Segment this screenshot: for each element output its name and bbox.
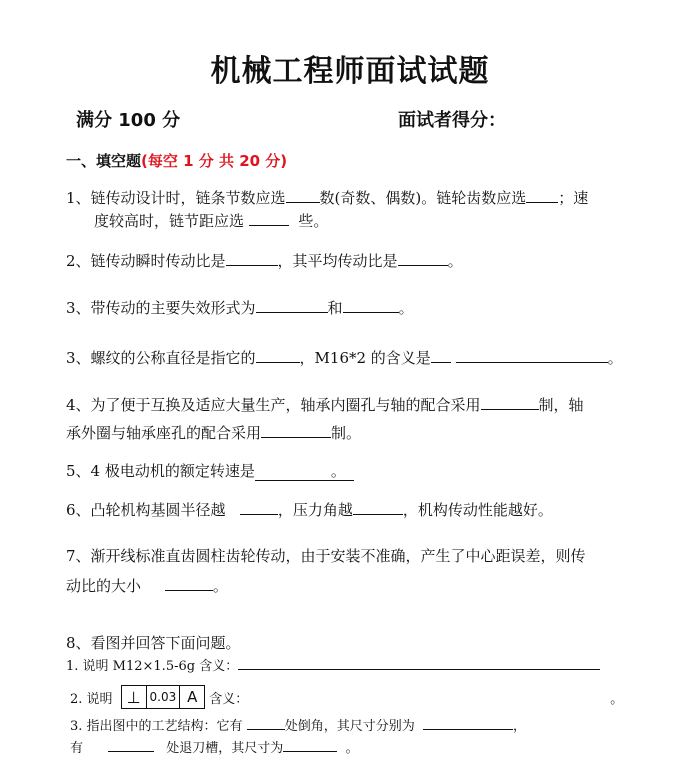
- blank: [398, 250, 448, 266]
- blank: [431, 347, 451, 363]
- q7-text-c: 。: [212, 577, 228, 595]
- page-title: 机械工程师面试试题: [210, 54, 490, 89]
- q3b-text-c: 。: [607, 349, 623, 367]
- blank: [456, 347, 608, 363]
- q1-text-b: 数(奇数、偶数)。链轮齿数应选: [319, 189, 527, 207]
- section-note: (每空 1 分 共 20 分): [141, 152, 288, 170]
- blank: [423, 716, 513, 730]
- q8-s2-text-a: 2. 说明: [70, 691, 113, 707]
- q8-s4-text-a: 有: [70, 741, 84, 756]
- q2-text-c: 。: [447, 252, 463, 270]
- blank: [256, 297, 328, 313]
- q3-text-c: 。: [398, 299, 414, 317]
- q7-text-b: 动比的大小: [66, 577, 142, 595]
- tolerance-frame: [121, 685, 206, 709]
- blank: [165, 575, 213, 591]
- q1-text-d: 度较高时，链节距应选: [94, 212, 245, 230]
- blank: [256, 347, 300, 363]
- question-2: [66, 250, 463, 271]
- q1-text-e: 些。: [298, 212, 329, 230]
- section-label: 一、填空题: [66, 152, 142, 170]
- question-4-line-2: [66, 422, 361, 443]
- q8-s1-text: 1. 说明 M12×1.5-6g 含义：: [66, 659, 239, 674]
- question-6: [66, 499, 553, 520]
- blank: [526, 187, 558, 203]
- q8-s2-text-b: 含义：: [209, 691, 249, 707]
- question-3: [66, 297, 414, 318]
- q8-s4-text-b: 处退刀槽，其尺寸为: [166, 741, 284, 756]
- blank: [353, 499, 403, 515]
- q6-text-a: 6、凸轮机构基圆半径越: [66, 501, 226, 519]
- q4-text-c: 承外圈与轴承座孔的配合采用: [66, 424, 262, 442]
- question-8-sub-1: [66, 655, 600, 674]
- q5-text-b: 。: [330, 462, 346, 480]
- q4-text-b: 制，轴: [538, 396, 584, 414]
- q1-text-a: 1、链传动设计时，链条节数应选: [66, 189, 286, 207]
- q8-s2-text-c: 。: [610, 691, 624, 707]
- q5-blank: [255, 462, 354, 481]
- q3b-text-a: 3、螺纹的公称直径是指它的: [66, 349, 256, 367]
- blank: [283, 738, 337, 752]
- blank: [226, 250, 278, 266]
- question-4-line-1: [66, 394, 584, 415]
- q3-text-b: 和: [327, 299, 343, 317]
- q4-text-d: 制。: [331, 424, 362, 442]
- section-heading: [66, 150, 287, 171]
- blank: [240, 499, 278, 515]
- q1-text-c: ；速: [558, 189, 589, 207]
- question-8-sub-2: [70, 684, 623, 710]
- q6-text-c: ，机构传动性能越好。: [402, 501, 553, 519]
- blank: [481, 394, 539, 410]
- q5-text-a: 5、4 极电动机的额定转速是: [66, 462, 255, 480]
- q8-s3-text-a: 3. 指出图中的工艺结构：它有: [70, 719, 243, 734]
- q2-text-a: 2、链传动瞬时传动比是: [66, 252, 226, 270]
- blank: [247, 716, 285, 730]
- q6-text-b: ，压力角越: [277, 501, 353, 519]
- blank: [261, 422, 331, 438]
- datum-letter: A: [187, 688, 198, 706]
- perpendicularity-symbol: ⊥: [122, 686, 147, 708]
- q8-s4-text-c: 。: [345, 741, 359, 756]
- q2-text-b: ，其平均传动比是: [277, 252, 398, 270]
- full-score: 满分 100 分: [76, 110, 181, 131]
- candidate-score-label: 面试者得分：: [398, 110, 506, 131]
- question-1-line-2: [94, 210, 328, 231]
- blank: [249, 210, 289, 226]
- question-8-sub-4: [70, 737, 359, 756]
- q8-s3-text-b: 处倒角，其尺寸分别为: [284, 719, 415, 734]
- blank: [108, 738, 154, 752]
- question-8-heading: 8、看图并回答下面问题。: [66, 634, 241, 652]
- question-8-sub-3: [70, 715, 526, 734]
- q7-text-a: 7、渐开线标准直齿圆柱齿轮传动，由于安装不准确，产生了中心距误差，则传: [66, 547, 586, 565]
- question-7-line-2: [66, 575, 228, 596]
- question-3b: [66, 347, 623, 368]
- blank: [286, 187, 320, 203]
- q8-s3-text-c: ，: [512, 719, 526, 734]
- question-1-line-1: [66, 187, 588, 208]
- q4-text-a: 4、为了便于互换及适应大量生产，轴承内圈孔与轴的配合采用: [66, 396, 481, 414]
- tolerance-value: 0.03: [147, 686, 181, 708]
- q3b-text-b: ，M16*2 的含义是: [299, 349, 431, 367]
- question-7-line-1: [66, 545, 586, 566]
- question-5: [66, 460, 354, 481]
- blank: [343, 297, 399, 313]
- blank: [238, 656, 600, 670]
- q3-text-a: 3、带传动的主要失效形式为: [66, 299, 256, 317]
